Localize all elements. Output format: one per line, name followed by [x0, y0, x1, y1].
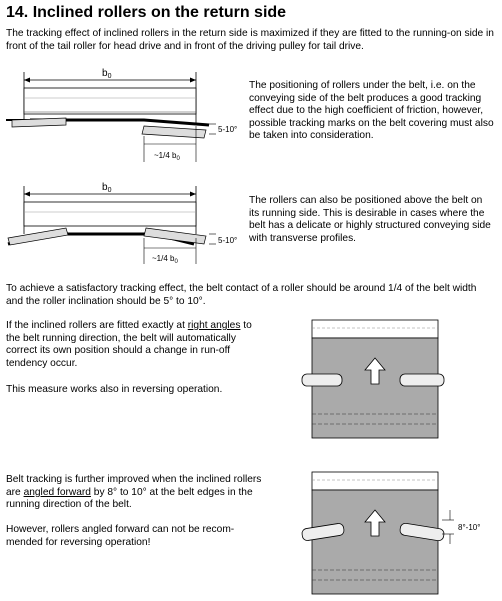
intro-paragraph: The tracking effect of inclined rollers in the return side is maximized if they are fitted to the running-on side in front of the tail roller for head drive and in front of the driving pulley for tail drive. — [6, 28, 494, 52]
figure-rollers-above-belt — [4, 182, 248, 268]
angle-label: 8°-10° — [458, 523, 481, 532]
figure2-caption: The rollers can also be positioned above the belt on its running side. This is desirable in cases where the belt has a delicate or highly structured conveying side with transverse profiles. — [249, 195, 491, 244]
angle-label: 5-10° — [218, 125, 238, 134]
figure-rollers-under-belt — [4, 64, 248, 170]
roller-left — [12, 118, 66, 127]
quarter-label: ~1/4 $b_0$ — [154, 151, 180, 162]
recommendation-paragraph: To achieve a satisfactory tracking effect, the belt contact of a roller should be around 1/4 of the belt width and the roller inclination should be 5° to 10°. — [6, 283, 477, 307]
angle-label: 5-10° — [218, 236, 238, 245]
width-label: $b_0$ — [102, 182, 112, 194]
angled-forward-paragraph: Belt tracking is further improved when the inclined rollers are angled forward by 8° to 10° at the belt edges in the running direction of the belt. — [6, 474, 262, 511]
width-label: $b_0$ — [102, 68, 112, 80]
reversing-note: This measure works also in reversing operation. — [6, 384, 223, 395]
right-angles-paragraph: If the inclined rollers are fitted exactly at right angles to the belt running direction, the belt will automatically correct its own position should a change in run-off tendency occur. — [6, 320, 252, 369]
roller-right — [142, 126, 206, 138]
roller-left — [8, 228, 68, 245]
figure1-caption: The positioning of rollers under the belt, i.e. on the conveying side of the belt produces a good tracking effect due to the high coefficient of friction, however, possible tracking marks on the belt covering must also be taken into consideration. — [249, 80, 494, 142]
roller-right — [400, 374, 444, 386]
section-title: 14. Inclined rollers on the return side — [6, 4, 287, 21]
figure-angled-forward-rollers — [300, 470, 502, 598]
figure-right-angle-rollers — [300, 318, 446, 442]
roller-right — [144, 228, 206, 244]
reversing-warning: However, rollers angled forward can not be recom-mended for reversing operation! — [6, 524, 235, 548]
roller-left — [302, 374, 342, 386]
quarter-label: ~1/4 $b_0$ — [152, 254, 178, 265]
